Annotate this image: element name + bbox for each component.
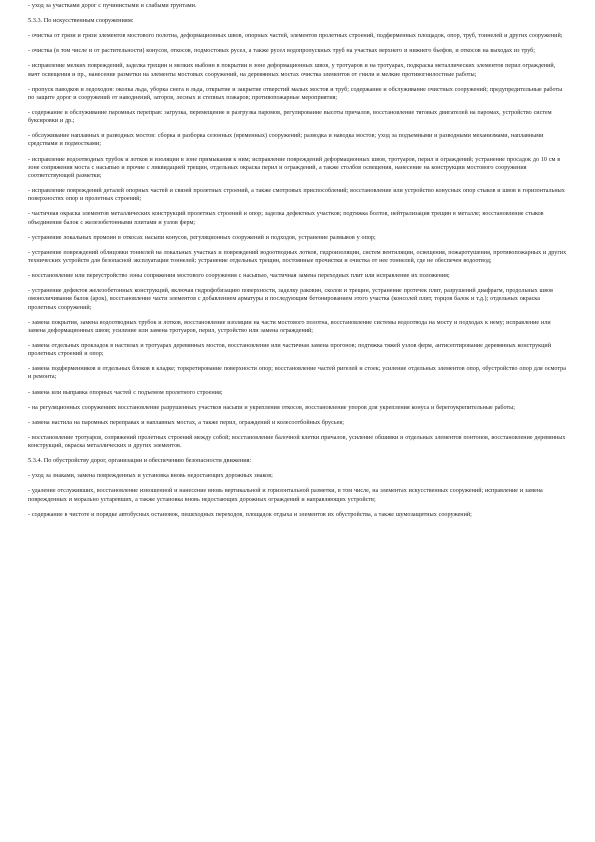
section-heading: 5.3.3. По искусственным сооружениям:: [28, 17, 134, 25]
paragraph: - исправление мелких повреждений, заделка трещин и мелких выбоин в покрытии в зоне деформационных швов, у тротуаров и на тротуарах, подкраска металлических элементов перил ограждений, мачт освещения и пр., нанесение разметки на элементы мостовых сооружений, на деревянных мостах очистка элементов от гнили и мелкие противогнилостные работы;: [28, 63, 556, 78]
paragraph: - замена покрытия, замена водоотводных трубок и лотков, восстановление изоляции на части мостового полотна, восстановление системы водоотвода на мосту и подходах к нему; исправление или замена деформационных швов; усиление или замена тротуаров, перил, устройство или замена ограждений;: [28, 319, 551, 334]
paragraph: - пропуск паводков и ледоходов: околка льда, уборка снега и льда, открытие и закрытие отверстий малых мостов и труб; содержание и обслуживание очистных сооружений; предупредительные работы по защите дорог и сооружений от наводнений, заторов, лесных и степных пожаров; противопожарные мероприятия;: [28, 86, 563, 101]
paragraph: - очистка (в том числе и от растительности) конусов, откосов, подмостовых русел, а также русел водопропускных труб на участках верхнего и нижнего бьефов, и откосов на выходах из труб;: [28, 48, 536, 55]
document-content: [28, 2, 568, 519]
paragraph: - устранение локальных промоин в откосах насыпи конусов, регуляционных сооружений и подходов, устранение размывов у опор;: [28, 234, 376, 241]
paragraph: - на регуляционных сооружениях восстановление разрушенных участков насыпи и укрепления откосов, восстановление упоров для укрепления конуса и берегоукрепительные работы;: [28, 404, 515, 411]
section-heading: 5.3.4. По обустройству дорог, организации и обеспечению безопасности движения:: [28, 457, 252, 465]
paragraph: - замена или выправка опорных частей с подъемом пролетного строения;: [28, 389, 223, 396]
paragraph: - устранение дефектов железобетонных конструкций, включая гидрофобизацию поверхности, заделку раковин, сколов и трещин, устранение протечек плит, разрушений диафрагм, продольных швов омоноличивания балок (арок), восстановление части элементов с добавлением арматуры и последующим бетонированием этого участка (консолей плит, торцов балок и т.д.); отдельных окраска пролетных сооружений;: [28, 288, 554, 311]
paragraph: - замена отдельных прокладок в настилах и тротуарах деревянных мостов, восстановление или частичная замена прогонов; подтяжка тяжей узлов ферм, антисептирование деревянных конструкций пролетных строений и опор;: [28, 342, 551, 358]
paragraph: - устранение повреждений облицовки тоннелей на локальных участках и повреждений водоотводных лотков, гидроизоляции, систем вентиляции, освещения, пожаротушения, противопожарных и других технических устройств для безопасной эксплуатации тоннелей; устранение отдельных трещин, постоянные прочистки и очистка от нее тоннелей, где не обеспечен водоотвод;: [28, 249, 567, 264]
paragraph: - содержание и обслуживание паромных переправ: загрузка, перемещение и разгрузка паромов, регулирование высоты причалов, восстановление тяговых двигателей на паромах, устройство систем буксировки и др.;: [28, 109, 552, 125]
paragraph: - замена настила на паромных переправах и наплавных мостах, а также перил, ограждений и колесоотбойных брусьев;: [28, 419, 344, 426]
paragraph: - исправление повреждений деталей опорных частей и связей пролетных строений, а также смотровых приспособлений; восстановление или устройство конусных опор стыков и швов в горизонтальных поверхностях опор и пролетных строений;: [28, 188, 565, 203]
paragraph: - обслуживание наплавных и разводных мостов: сборка и разборка сезонных (временных) сооружений; разводка и наводка мостов; уход за подъемными и разводными механизмами, наплавными средствами и подмостками;: [28, 133, 544, 148]
paragraph: - частичная окраска элементов металлических конструкций пролетных строений и опор; заделка дефектных участков; подтяжка болтов, нейтрализация трещин в металле; восстановление стыков объединения балок с железобетонными плитами и узлов ферм;: [28, 211, 544, 226]
paragraph: - замена подферменников и отдельных блоков в кладке; торкретирование поверхности опор; восстановление частей ригелей и стоек; усиление отдельных элементов опор, обустройство опор для осмотра и ремонта;: [28, 366, 566, 381]
paragraph: - восстановление тротуаров, сопряжений пролетных строений между собой; восстановление балочной клетки причалов, усиление обшивки и отдельных элементов понтонов, восстановление деревянных конструкций, окраска металлических и других элементов.: [28, 434, 566, 450]
paragraph: - удаление отслуживших, восстановление изношенной и нанесение вновь вертикальной и горизонтальной разметки, в том числе, на элементах искусственных сооружений; исправление и замена поврежденных и морально устаревших, а также установка вновь недостающих дорожных ограждений и направляющих устройств;: [28, 488, 543, 503]
paragraph: - содержание в чистоте и порядке автобусных остановок, пешеходных переходов, площадок отдыха и элементов их обустройства, а также шумозащитных сооружений;: [28, 511, 472, 518]
paragraph: - восстановление или переустройство зоны сопряжения мостового сооружения с насыпью, частичная замена переходных плит или исправление их положения;: [28, 273, 450, 280]
document-page: [28, 2, 568, 838]
paragraph: - уход за знаками, замена поврежденных и установка вновь недостающих дорожных знаков;: [28, 473, 273, 480]
paragraph: - уход за участками дорог с пучинистыми и слабыми грунтами.: [28, 3, 197, 9]
paragraph: - очистка от грязи и грязи элементов мостового полотна, деформационных швов, опорных частей, элементов пролетных строений, подферменных площадок, опор, труб, тоннелей и других сооружений;: [28, 33, 563, 40]
paragraph: - исправление водоотводных трубок и лотков и изоляции в зоне примыкания к ним; исправление повреждений деформационных швов, тротуаров, перил и ограждений; устранение просадок до 10 см в зоне сопряжения моста с насыпью и прочие с ликвидацией трещин, отдельных окраска перил и ограждений, а также столбов освещения, нанесение на конструкции мостового сооружения соответствующей разметки;: [28, 156, 561, 179]
